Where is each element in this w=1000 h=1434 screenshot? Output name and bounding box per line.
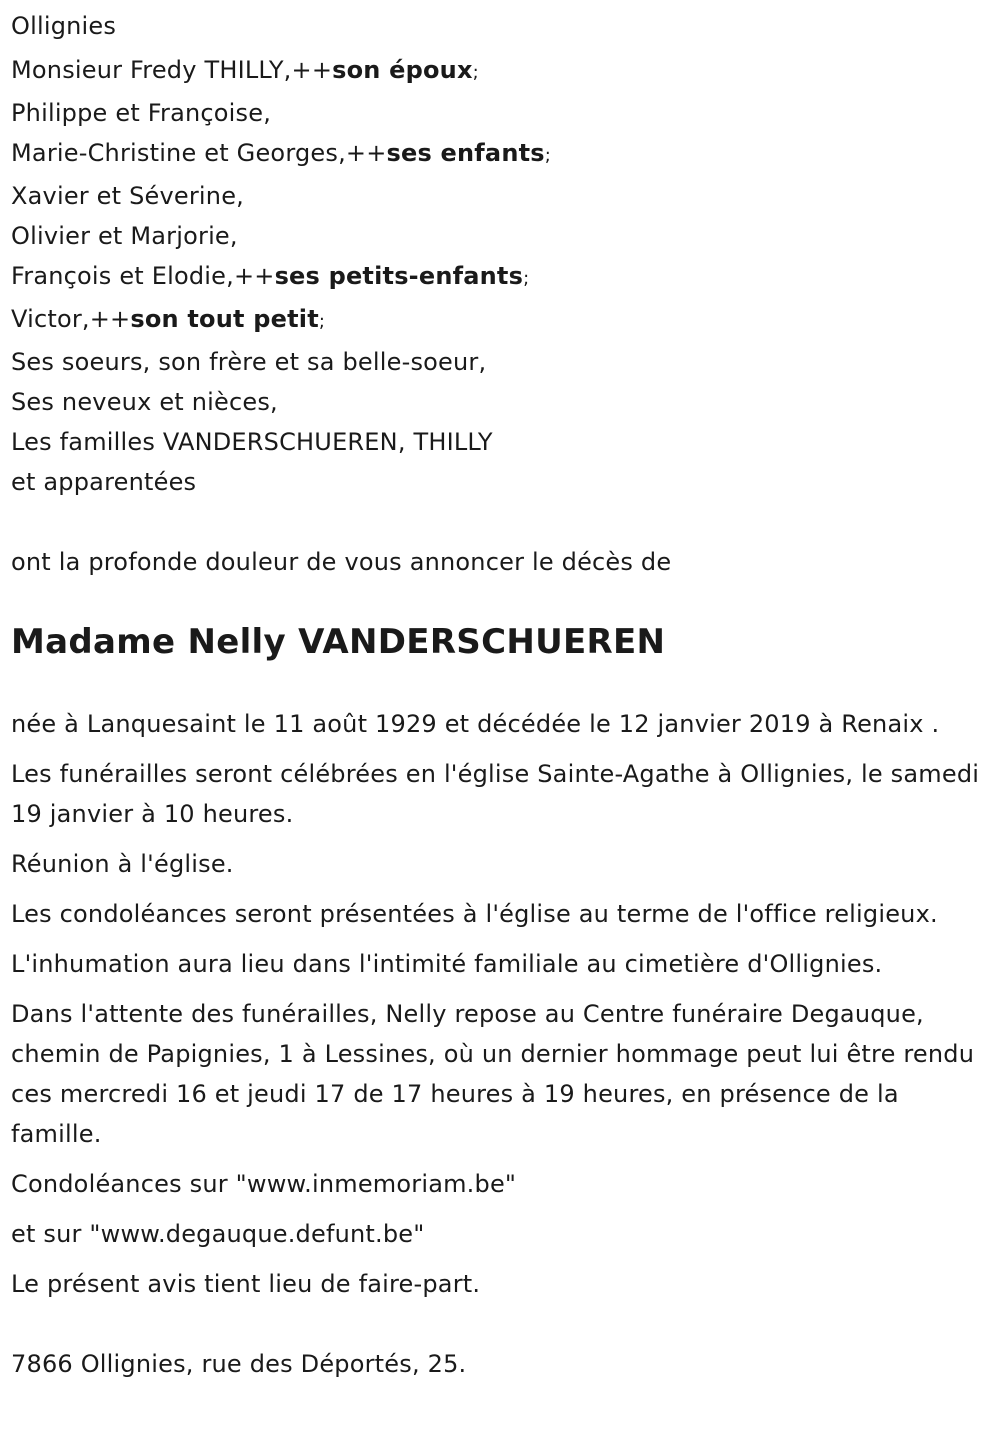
deceased-name: Madame Nelly VANDERSCHUEREN xyxy=(11,622,666,662)
family-list xyxy=(11,50,990,502)
funeral-info: Les funérailles seront célébrées en l'église Sainte-Agathe à Ollignies, le samedi 19 janvier à 10 heures. xyxy=(11,760,980,828)
notice-statement: Le présent avis tient lieu de faire-part. xyxy=(11,1270,481,1298)
viewing-info: Dans l'attente des funérailles, Nelly repose au Centre funéraire Degauque, chemin de Papignies, 1 à Lessines, où un dernier hommage peut lui être rendu ces mercredi 16 et jeudi 17 de 17 heures à 19 heures, en présence de la famille. xyxy=(11,1000,975,1148)
family-line-text: et apparentées xyxy=(11,468,197,496)
family-line-6 xyxy=(11,256,990,299)
announcement-line: ont la profonde douleur de vous annoncer le décès de xyxy=(11,548,672,576)
birth-death-info: née à Lanquesaint le 11 août 1929 et décédée le 12 janvier 2019 à Renaix . xyxy=(11,710,940,738)
family-line-text: Philippe et Françoise, xyxy=(11,99,272,127)
family-line-text: Ses soeurs, son frère et sa belle-soeur, xyxy=(11,348,487,376)
family-line-end: ; xyxy=(318,311,326,332)
family-line-5 xyxy=(11,216,990,256)
family-line-role: son époux xyxy=(332,56,473,84)
family-address: 7866 Ollignies, rue des Déportés, 25. xyxy=(11,1350,467,1378)
family-line-end: ; xyxy=(523,268,530,289)
family-line-4 xyxy=(11,176,990,216)
family-line-role: ses petits-enfants xyxy=(274,262,524,290)
family-line-text: Victor,++ xyxy=(11,305,131,333)
family-line-3 xyxy=(11,133,990,176)
family-line-text: Marie-Christine et Georges,++ xyxy=(11,139,387,167)
details-section xyxy=(11,704,990,1304)
family-line-role: son tout petit xyxy=(130,305,319,333)
family-line-10 xyxy=(11,422,990,462)
online-condolences-2: et sur "www.degauque.defunt.be" xyxy=(11,1220,425,1248)
family-line-text: François et Elodie,++ xyxy=(11,262,275,290)
burial-info: L'inhumation aura lieu dans l'intimité familiale au cimetière d'Ollignies. xyxy=(11,950,883,978)
family-line-role: ses enfants xyxy=(386,139,545,167)
family-line-7 xyxy=(11,299,990,342)
family-line-text: Monsieur Fredy THILLY,++ xyxy=(11,56,333,84)
online-condolences-1: Condoléances sur "www.inmemoriam.be" xyxy=(11,1170,517,1198)
meeting-info: Réunion à l'église. xyxy=(11,850,234,878)
family-line-end: ; xyxy=(472,62,479,83)
family-line-11 xyxy=(11,462,990,502)
family-line-text: Les familles VANDERSCHUEREN, THILLY xyxy=(11,428,493,456)
family-line-text: Xavier et Séverine, xyxy=(11,182,244,210)
family-line-9 xyxy=(11,382,990,422)
condolences-info: Les condoléances seront présentées à l'église au terme de l'office religieux. xyxy=(11,900,938,928)
family-line-end: ; xyxy=(544,145,552,166)
family-line-8 xyxy=(11,342,990,382)
location-heading: Ollignies xyxy=(11,12,117,40)
family-line-text: Ses neveux et nièces, xyxy=(11,388,278,416)
family-line-2 xyxy=(11,93,990,133)
family-line-1 xyxy=(11,50,990,93)
family-line-text: Olivier et Marjorie, xyxy=(11,222,238,250)
